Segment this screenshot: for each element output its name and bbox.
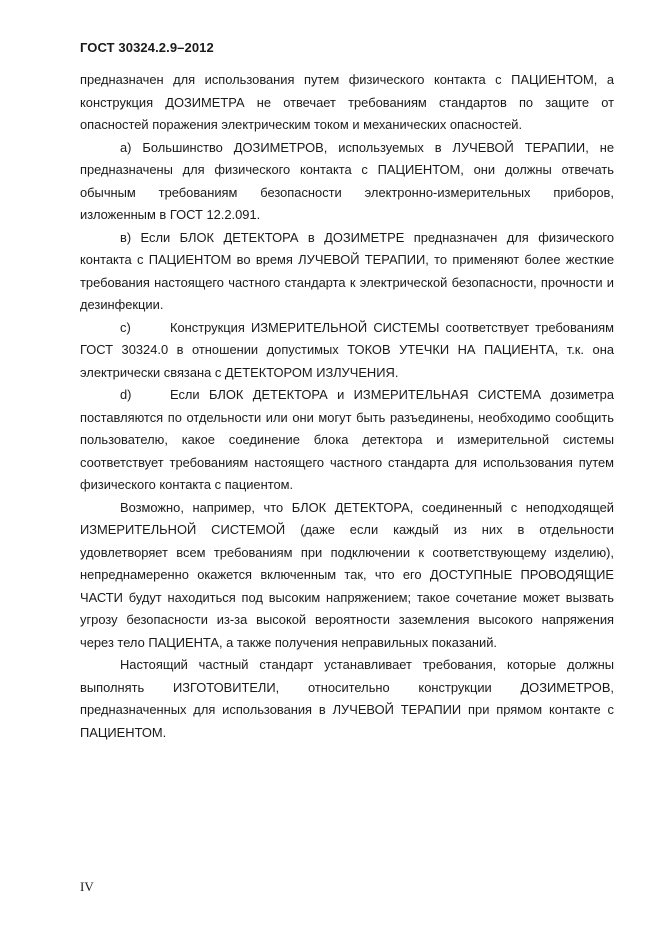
paragraph-scope: Настоящий частный стандарт устанавливает требования, которые должны выполнять ИЗГОТОВИТЕЛИ, относительно конструкции ДОЗИМЕТРОВ, предназначенных для использования в ЛУЧЕВОЙ ТЕРАПИИ при прямом контакте с ПАЦИЕНТОМ. — [80, 657, 614, 740]
page-number: IV — [80, 879, 94, 894]
paragraph-item-d — [80, 384, 614, 497]
paragraph-item-d-text: Если БЛОК ДЕТЕКТОРА и ИЗМЕРИТЕЛЬНАЯ СИСТЕМА дозиметра поставляются по отдельности или они могут быть разъединены, необходимо сообщить пользователю, какое соединение блока детектора и измерительной системы соответствует требованиям настоящего частного стандарта для использования путем физического контакта с пациентом. — [80, 387, 614, 492]
list-marker-d: d) — [120, 387, 132, 402]
paragraph-item-c-text: Конструкция ИЗМЕРИТЕЛЬНОЙ СИСТЕМЫ соответствует требованиям ГОСТ 30324.0 в отношении допустимых ТОКОВ УТЕЧКИ НА ПАЦИЕНТА, т.к. она электрически связана с ДЕТЕКТОРОМ ИЗЛУЧЕНИЯ. — [80, 319, 614, 380]
list-marker-c: с) — [120, 319, 131, 335]
paragraph-item-v: в) Если БЛОК ДЕТЕКТОРА в ДОЗИМЕТРЕ предназначен для физического контакта с ПАЦИЕНТОМ во время ЛУЧЕВОЙ ТЕРАПИИ, то применяют более жесткие требования настоящего частного стандарта к электрической безопасности, прочности и дезинфекции. — [80, 229, 614, 312]
paragraph-example: Возможно, например, что БЛОК ДЕТЕКТОРА, соединенный с неподходящей ИЗМЕРИТЕЛЬНОЙ СИСТЕМОЙ (даже если каждый из них в отдельности удовлетворяет всем требованиям при подключении к соответствующему изделию), непреднамеренно окажется включенным так, что его ДОСТУПНЫЕ ПРОВОДЯЩИЕ ЧАСТИ будут находиться под высоким напряжением; такое сочетание может вызвать угрозу безопасности из-за высокой вероятности заземления высокого напряжения через тело ПАЦИЕНТА, а также получения неправильных показаний. — [80, 499, 614, 650]
paragraph-continuation: предназначен для использования путем физического контакта с ПАЦИЕНТОМ, а конструкция ДОЗИМЕТРА не отвечает требованиям стандартов по защите от опасностей поражения электрическим током и механических опасностей. — [80, 72, 614, 132]
paragraph-item-a: а) Большинство ДОЗИМЕТРОВ, используемых в ЛУЧЕВОЙ ТЕРАПИИ, не предназначены для физического контакта с ПАЦИЕНТОМ, они должны отвечать обычным требованиям безопасности электронно-измерительных приборов, изложенным в ГОСТ 12.2.091. — [80, 139, 614, 222]
body-text — [80, 69, 614, 744]
paragraph-item-c — [80, 317, 614, 385]
document-header: ГОСТ 30324.2.9–2012 — [80, 40, 214, 55]
